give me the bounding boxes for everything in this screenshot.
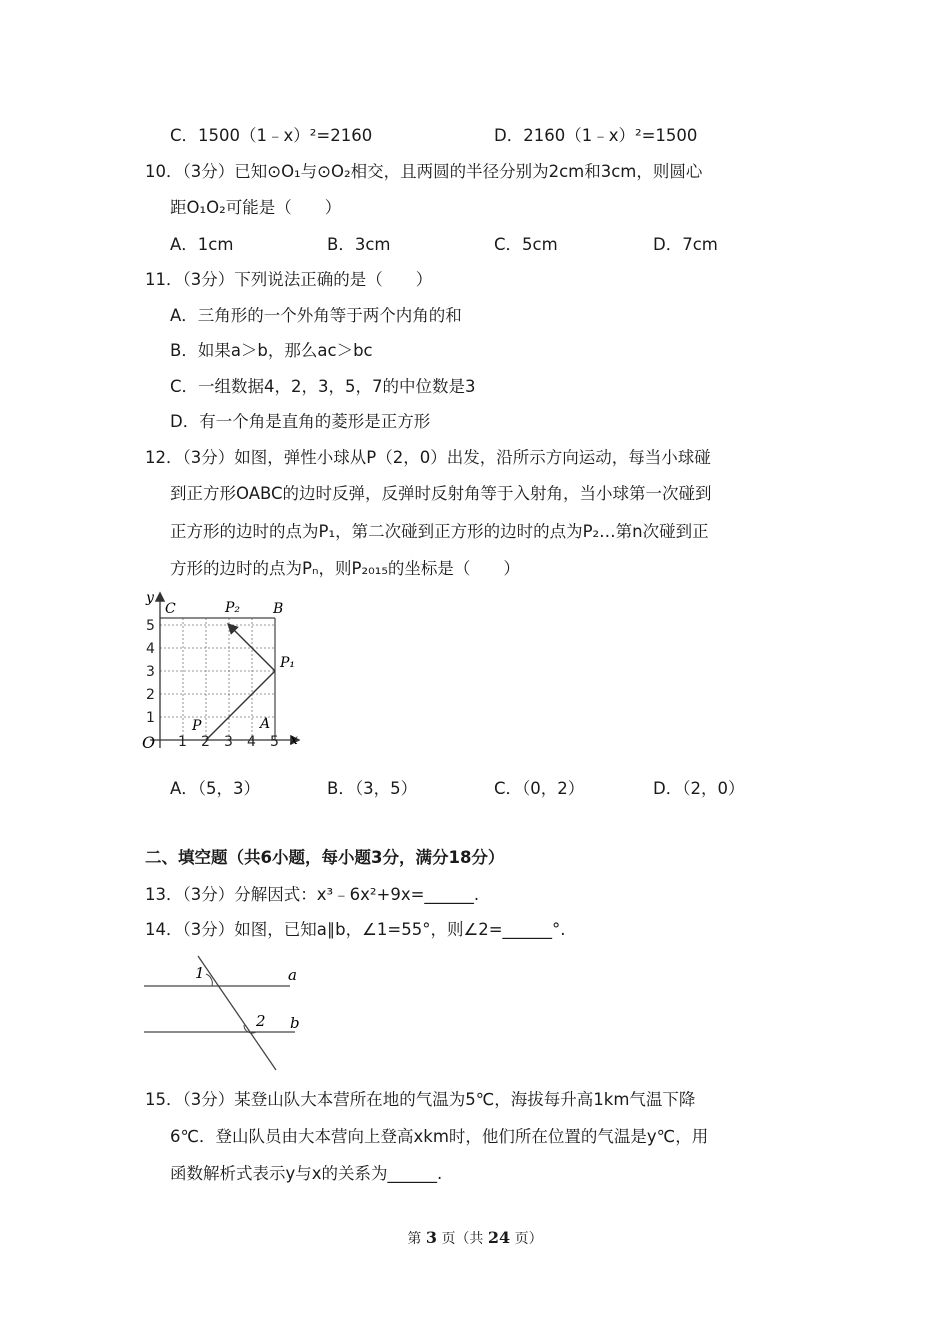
q13-stem: 13．（3分）分解因式：x³﹣6x²+9x=______. xyxy=(145,885,480,904)
y-tick: 1 xyxy=(146,710,155,726)
y-tick: 3 xyxy=(146,664,155,680)
q10-option-b: B．3cm xyxy=(327,235,391,254)
x-tick: 2 xyxy=(201,734,210,750)
q10-stem-line2: 距O₁O₂可能是（ ） xyxy=(170,198,342,217)
q12-stem-line4: 方形的边时的点为Pₙ，则P₂₀₁₅的坐标是（ ） xyxy=(170,559,520,578)
q12-stem-line2: 到正方形OABC的边时反弹，反弹时反射角等于入射角，当小球第一次碰到 xyxy=(170,484,712,503)
q10-option-a: A．1cm xyxy=(170,235,234,254)
label-p: P xyxy=(192,718,202,734)
q12-option-c: C．（0，2） xyxy=(494,779,585,798)
q12-stem-line3: 正方形的边时的点为P₁，第二次碰到正方形的边时的点为P₂…第n次碰到正 xyxy=(170,522,709,541)
page-number: 3 xyxy=(425,1228,437,1247)
label-a: A xyxy=(260,716,271,732)
section-title: 二、填空题（共6小题，每小题3分，满分18分） xyxy=(145,848,505,867)
q15-stem-line2: 6℃．登山队员由大本营向上登高xkm时，他们所在位置的气温是y℃，用 xyxy=(170,1127,709,1146)
x-tick: 1 xyxy=(178,734,187,750)
q10-stem-line1: 10．（3分）已知⊙O₁与⊙O₂相交，且两圆的半径分别为2cm和3cm，则圆心 xyxy=(145,162,703,181)
q9-option-d: D．2160（1﹣x）²=1500 xyxy=(494,126,698,145)
label-p2: P₂ xyxy=(225,600,241,616)
footer-suffix: 页） xyxy=(514,1231,543,1247)
angle-2-label: 2 xyxy=(256,1012,266,1030)
total-pages: 24 xyxy=(487,1228,511,1247)
q11-option-a: A．三角形的一个外角等于两个内角的和 xyxy=(170,306,462,325)
line-b-label: b xyxy=(290,1014,300,1032)
origin-label: O xyxy=(142,733,156,752)
y-tick: 2 xyxy=(146,687,155,703)
q11-option-b: B．如果a＞b，那么ac＞bc xyxy=(170,341,373,360)
q11-stem: 11．（3分）下列说法正确的是（ ） xyxy=(145,270,433,289)
q11-option-d: D．有一个角是直角的菱形是正方形 xyxy=(170,412,431,431)
q10-option-c: C．5cm xyxy=(494,235,558,254)
x-tick: 3 xyxy=(224,734,233,750)
q12-stem-line1: 12．（3分）如图，弹性小球从P（2，0）出发，沿所示方向运动，每当小球碰 xyxy=(145,448,711,467)
x-tick-labels xyxy=(178,734,279,750)
y-tick: 4 xyxy=(146,641,155,657)
angle-1-label: 1 xyxy=(195,964,205,982)
footer-prefix: 第 xyxy=(407,1231,422,1247)
y-tick-labels xyxy=(146,618,155,726)
line-a-label: a xyxy=(288,966,297,984)
x-tick: 5 xyxy=(270,734,279,750)
q15-stem-line1: 15．（3分）某登山队大本营所在地的气温为5℃，海拔每升高1km气温下降 xyxy=(145,1090,696,1109)
q12-option-b: B．（3，5） xyxy=(327,779,418,798)
y-tick: 5 xyxy=(146,618,155,634)
q12-option-d: D．（2，0） xyxy=(653,779,745,798)
x-tick: 4 xyxy=(247,734,256,750)
q15-stem-line3: 函数解析式表示y与x的关系为______. xyxy=(170,1164,443,1183)
q11-option-c: C．一组数据4，2，3，5，7的中位数是3 xyxy=(170,377,476,396)
grid-lines xyxy=(160,618,275,740)
q14-parallel-lines-figure xyxy=(140,952,310,1074)
q14-stem: 14．（3分）如图，已知a∥b，∠1=55°，则∠2=______°. xyxy=(145,920,566,939)
q10-option-d: D．7cm xyxy=(653,235,718,254)
page-footer xyxy=(0,1228,950,1248)
x-axis-label: x xyxy=(290,732,298,748)
y-axis-label: y xyxy=(146,590,154,606)
label-p1: P₁ xyxy=(280,655,296,671)
q12-option-a: A．（5，3） xyxy=(170,779,261,798)
label-c: C xyxy=(165,601,176,617)
q12-grid-figure xyxy=(140,588,310,753)
footer-middle: 页（共 xyxy=(441,1231,484,1247)
q9-option-c: C．1500（1﹣x）²=2160 xyxy=(170,126,373,145)
label-b: B xyxy=(273,601,284,617)
